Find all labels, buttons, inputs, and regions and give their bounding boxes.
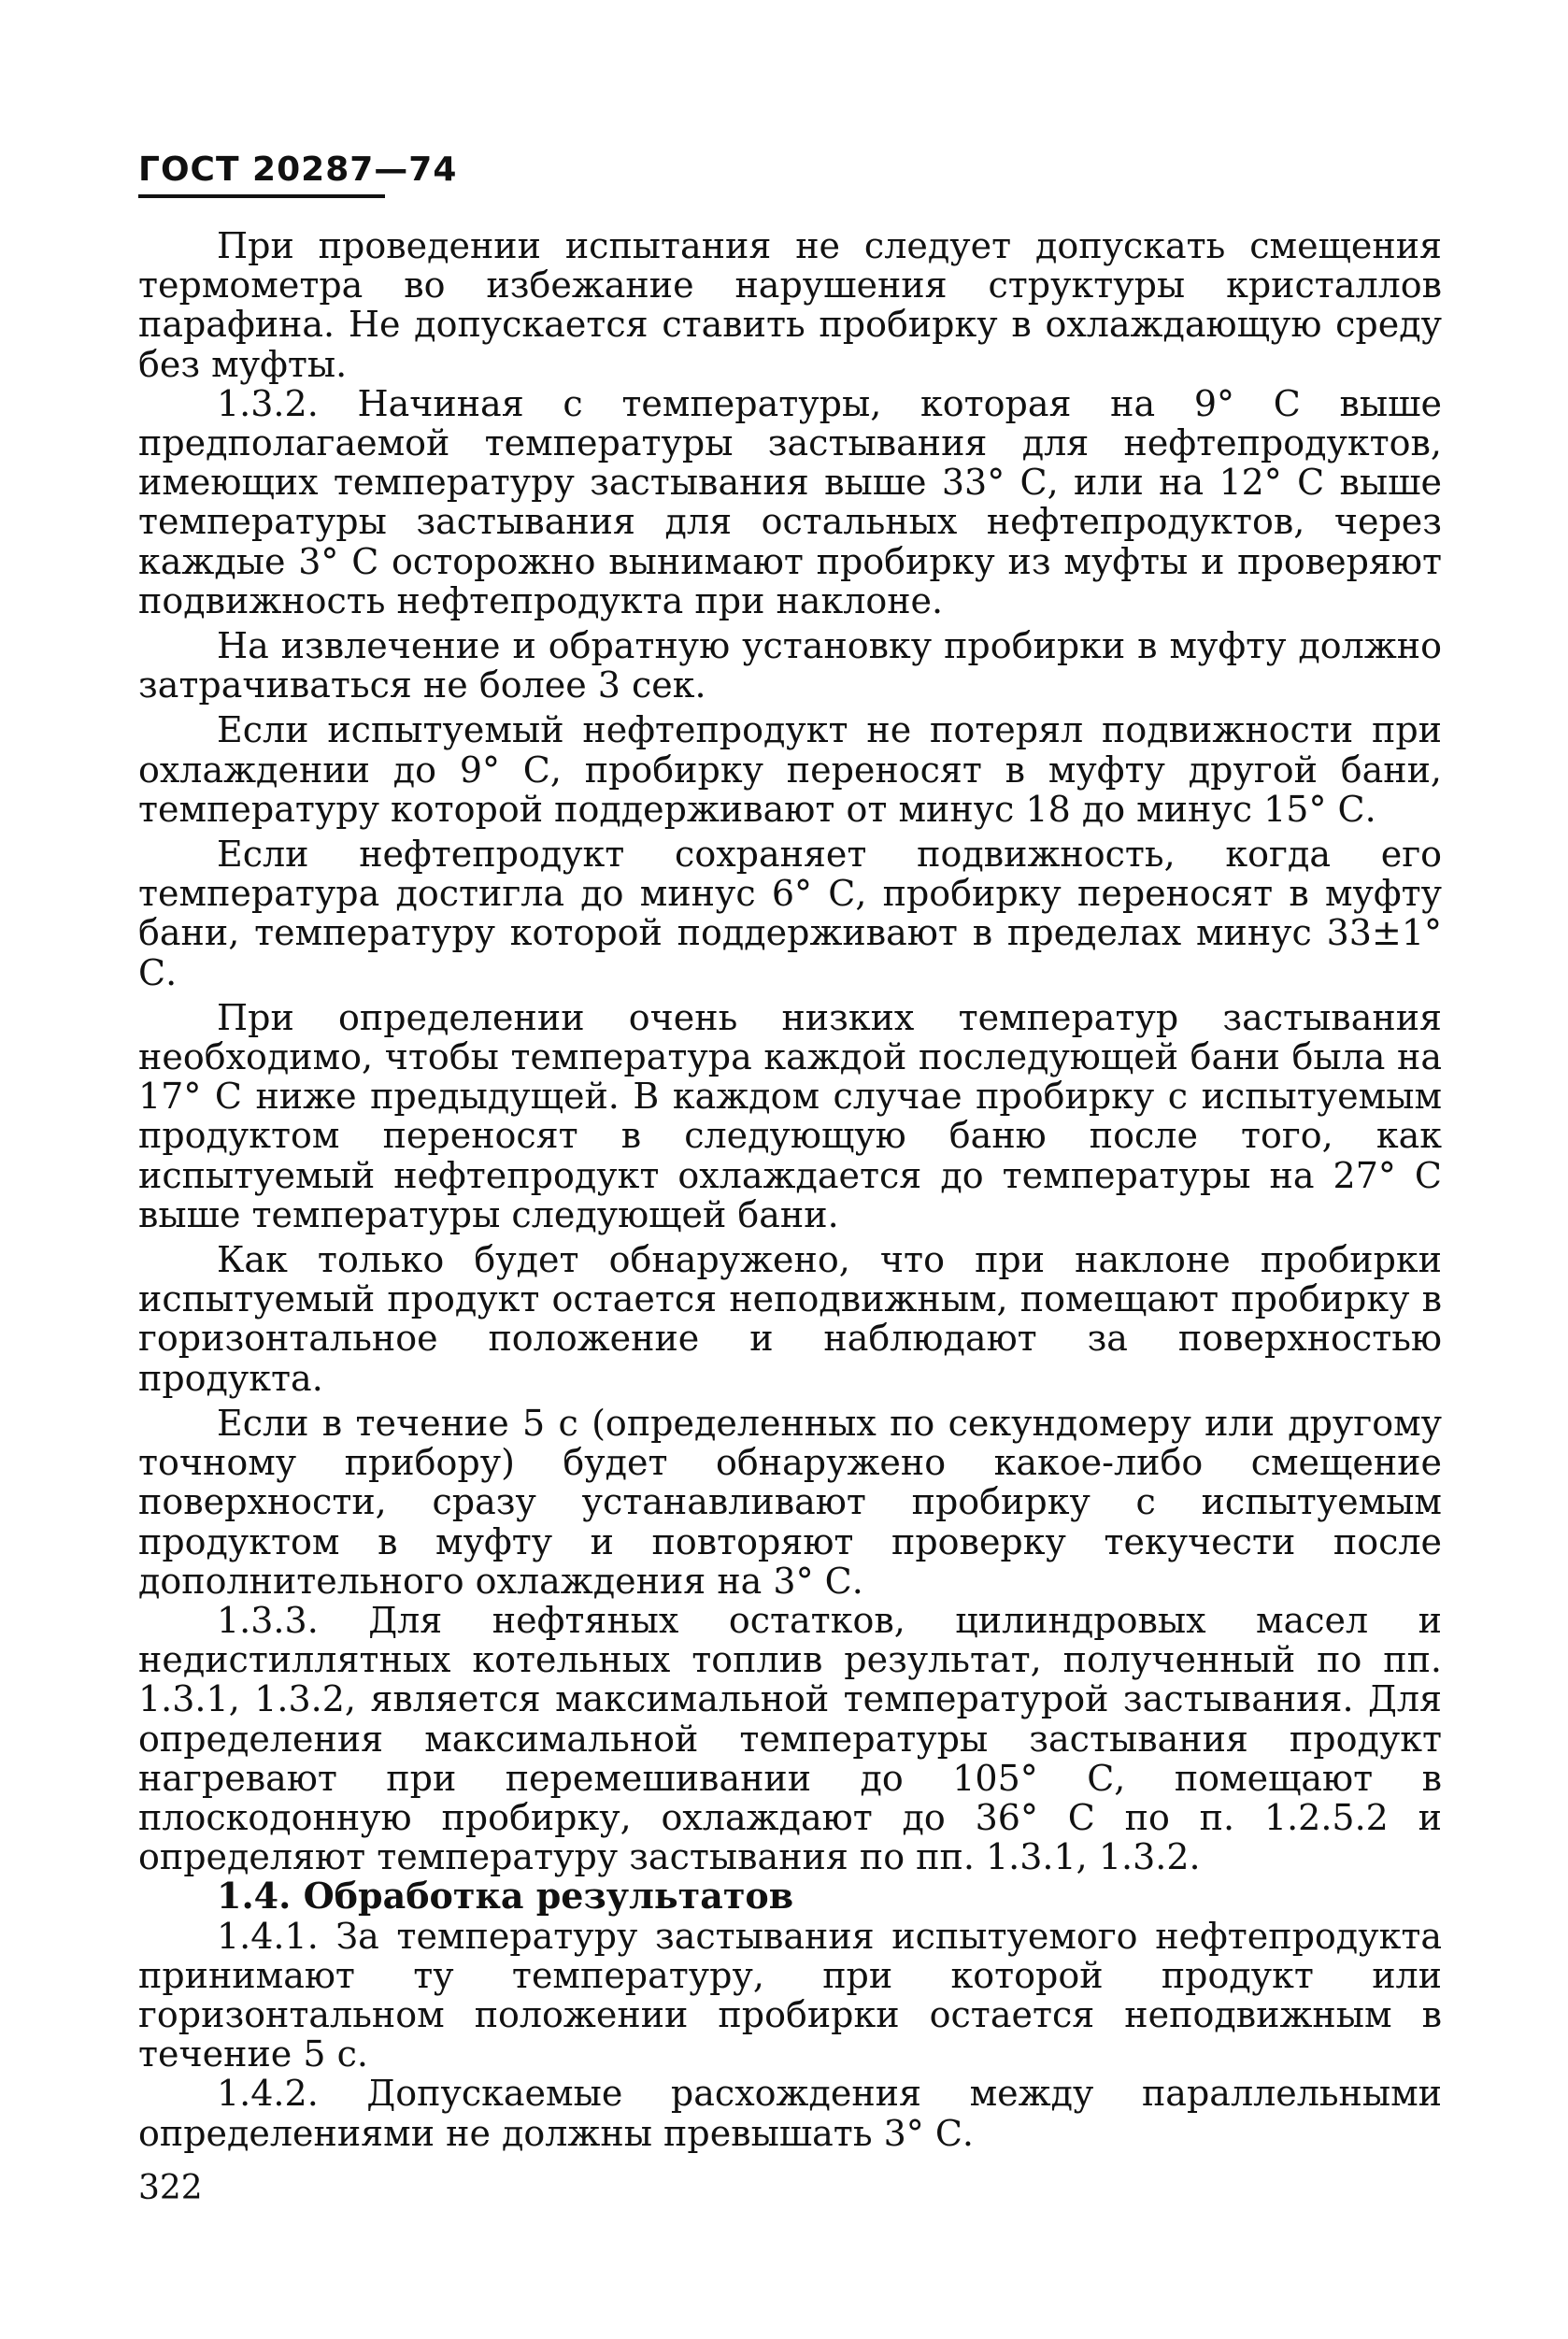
paragraph-horizontal-position: Как только будет обнаружено, что при наклоне пробирки испытуемый продукт остается неподвижным, помещают пробирку в горизонтальное положение и наблюдают за поверхностью продукта. xyxy=(138,1239,1442,1399)
body-text xyxy=(138,226,1442,2153)
paragraph-1-4-1: 1.4.1. За температуру застывания испытуемого нефтепродукта принимают ту температуру, при которой продукт или горизонтальном положении пробирки остается неподвижным в течение 5 с. xyxy=(138,1915,1442,2075)
paragraph-very-low-temps: При определении очень низких температур застывания необходимо, чтобы температура каждой последующей бани была на 17° С ниже предыдущей. В каждом случае пробирку с испытуемым продуктом переносят в следующую баню после того, как испытуемый нефтепродукт охлаждается до температуры на 27° С выше температуры следующей бани. xyxy=(138,996,1442,1235)
section-title-results: 1.4. Обработка результатов xyxy=(217,1875,794,1918)
page-header xyxy=(138,150,458,198)
paragraph-thermometer-warning: При проведении испытания не следует допускать смещения термометра во избежание нарушения структуры кристаллов парафина. Не допускается ставить пробирку в охлаждающую среду без муфты. xyxy=(138,225,1442,385)
paragraph-1-4-2: 1.4.2. Допускаемые расхождения между параллельными определениями не должны превышать 3° С. xyxy=(138,2073,1442,2154)
page-number: 322 xyxy=(138,2169,203,2207)
paragraph-1-3-3: 1.3.3. Для нефтяных остатков, цилиндровых масел и недистиллятных котельных топлив результат, полученный по пп. 1.3.1, 1.3.2, является максимальной температурой застывания. Для определения максимальной температуры застывания продукт нагревают при перемешивании до 105° С, помещают в плоскодонную пробирку, охлаждают до 36° С по п. 1.2.5.2 и определяют температуру застывания по пп. 1.3.1, 1.3.2. xyxy=(138,1599,1442,1878)
paragraph-extraction-time: На извлечение и обратную установку пробирки в муфту должно затрачиваться не более 3 сек. xyxy=(138,625,1442,706)
paragraph-cooling-9c: Если испытуемый нефтепродукт не потерял подвижности при охлаждении до 9° С, пробирку переносят в муфту другой бани, температуру которой поддерживают от минус 18 до минус 15° С. xyxy=(138,709,1442,830)
paragraph-1-3-2: 1.3.2. Начиная с температуры, которая на 9° С выше предполагаемой температуры застывания для нефтепродуктов, имеющих температуру застывания выше 33° С, или на 12° С выше температуры застывания для остальных нефтепродуктов, через каждые 3° С осторожно вынимают пробирку из муфты и проверяют подвижность нефтепродукта при наклоне. xyxy=(138,382,1442,621)
paragraph-minus-6c: Если нефтепродукт сохраняет подвижность, когда его температура достигла до минус 6° С, пробирку переносят в муфту бани, температуру которой поддерживают в пределах минус 33±1° С. xyxy=(138,834,1442,993)
paragraph-surface-shift: Если в течение 5 с (определенных по секундомеру или другому точному прибору) будет обнаружено какое-либо смещение поверхности, сразу устанавливают пробирку с испытуемым продуктом в муфту и повторяют проверку текучести после дополнительного охлаждения на 3° С. xyxy=(138,1402,1442,1602)
header-underline xyxy=(138,194,385,198)
standard-number: ГОСТ 20287—74 xyxy=(138,150,458,189)
